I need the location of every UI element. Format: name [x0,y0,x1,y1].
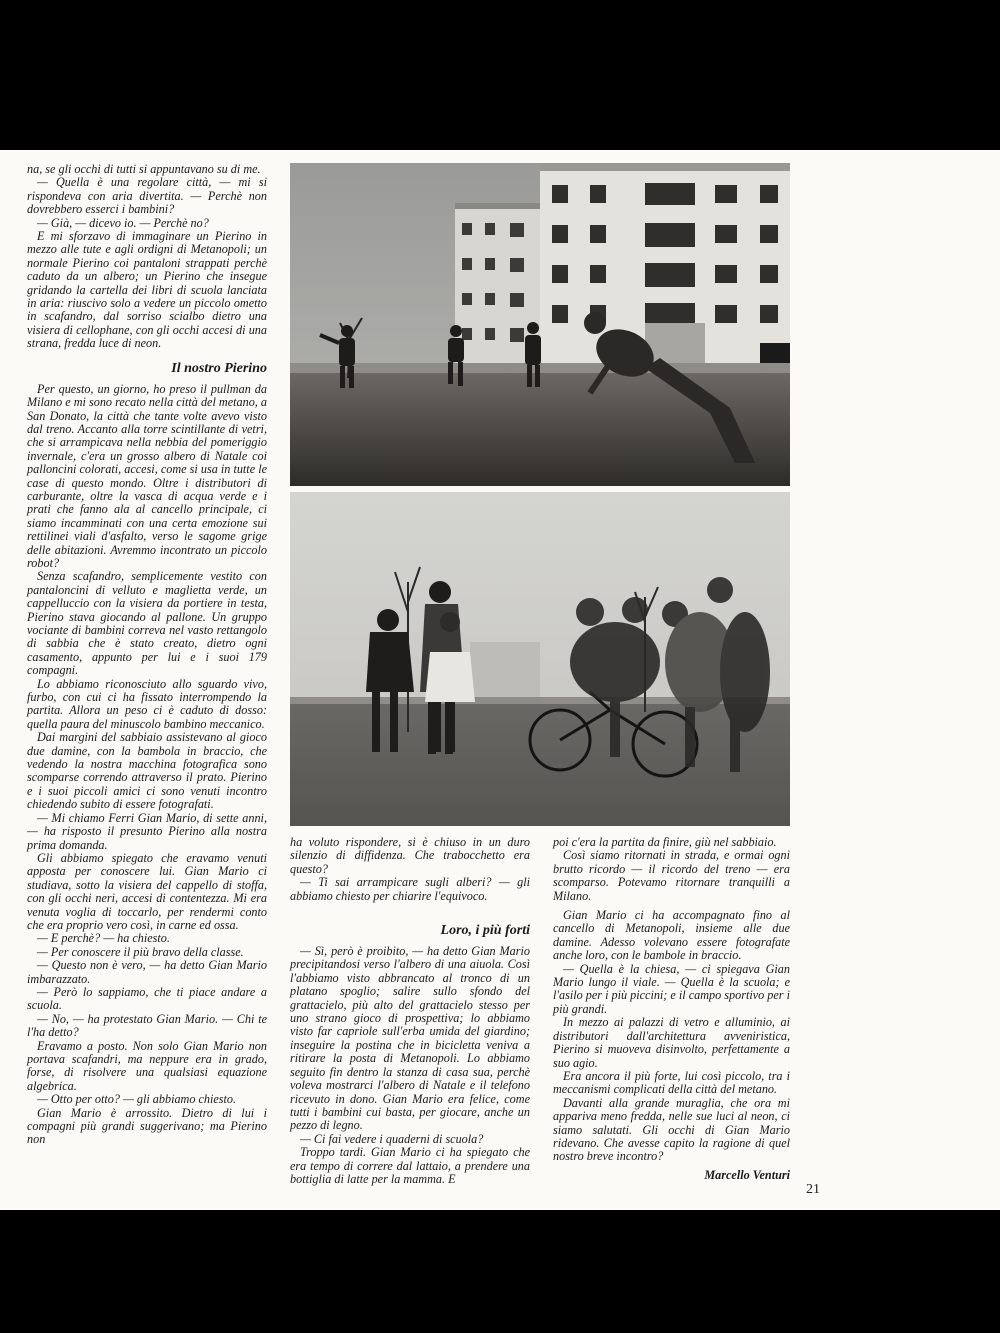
paragraph: — Già, — dicevo io. — Perchè no? [37,215,209,230]
paragraph: poi c'era la partita da finire, giù nel sabbiaio. [553,835,777,849]
column-2 [290,836,530,1186]
paragraph: — Ti sai arrampicare sugli alberi? — gli abbiamo chiesto per chiarire l'equivoco. [290,875,530,903]
paragraph: — Per conoscere il più bravo della classe. [37,944,244,959]
paragraph: — Ci fai vedere i quaderni di scuola? [300,1131,484,1146]
paragraph: Così siamo ritornati in strada, e ormai ogni brutto ricordo — il ricordo del treno — era scomparso. Potevamo ritornare tranquilli a Milano. [553,848,790,903]
author-signature: Marcello Venturi [704,1167,790,1182]
paragraph: — Otto per otto? — gli abbiamo chiesto. [37,1092,237,1107]
paragraph: Troppo tardi. Gian Mario ci ha spiegato che era tempo di correre dal lattaio, a prendere una bottiglia di latte per la mamma. E [290,1145,530,1186]
section-heading: Il nostro Pierino [171,360,267,376]
column-3 [553,836,790,1182]
paragraph: Senza scafandro, semplicemente vestito con pantaloncini di velluto e maglietta verde, un cappelluccio con la visiera da portiere in testa, Pierino stava giocando al pallone. Un gruppo vociante di bambini correva nel vasto rettangolo di sabbia che è stato creato, dietro ogni casamento, appunto per lui e i suoi 179 compagni. [27,569,267,678]
paragraph: Era ancora il più forte, lui così piccolo, tra i meccanismi complicati della città del metano. [553,1068,790,1097]
paragraph: Gli abbiamo spiegato che eravamo venuti apposta per conoscere lui. Gian Mario ci studiava, sotto la visiera del cappello di stoffa, con gli occhi neri, accesi di contentezza. Mi era venuta voglia di toccarlo, per rendermi conto che era proprio vero così, in carne ed ossa. [27,850,267,932]
magazine-page [0,150,1000,1210]
paragraph: Per questo, un giorno, ho preso il pullman da Milano e mi sono recato nella città del metano, a San Donato, la città che tante volte avevo visto dal treno. Accanto alla torre scintillante di vetri, che si arrampicava nella nebbia del pomeriggio invernale, c'era un grosso albero di Natale coi palloncini colorati, accesi, come si usa in tutte le case di questo mondo. Oltre i distributori di carburante, oltre la vasca di acqua verde e i prati che fanno ala al cancello principale, ci siamo incamminati con una certa emozione sui rettilinei viali d'asfalto, verso le sagome grige delle abitazioni. Avremmo incontrato un piccolo robot? [27,381,267,570]
paragraph: ha voluto rispondere, si è chiuso in un duro silenzio di diffidenza. Che trabocchetto era questo? [290,835,530,876]
paragraph: — Mi chiamo Ferri Gian Mario, di sette anni, — ha risposto il presunto Pierino alla nostra prima domanda. [27,810,267,852]
photo-children-with-bicycle [290,492,790,826]
paragraph: Lo abbiamo riconosciuto allo sguardo vivo, furbo, con cui ci ha fissato interrompendo la partita. Allora un peso ci è caduto di dosso: quella paura del minuscolo bambino meccanico. [27,676,267,731]
photo-boys-playing-football-image [290,163,790,486]
paragraph: — Quella è una regolare città, — mi si rispondeva con aria divertita. — Perchè non dovrebbero esserci i bambini? [27,175,267,217]
paragraph: Davanti alla grande muraglia, che ora mi appariva meno fredda, nelle sue luci al neon, ci siamo salutati. Gli occhi di Gian Mario ridevano. Che avesse capito la ragione di quel nostro breve incontro? [553,1095,790,1164]
paragraph: — Questo non è vero, — ha detto Gian Mario imbarazzato. [27,958,267,986]
section-heading: Loro, i più forti [440,923,530,939]
paragraph: na, se gli occhi di tutti si appuntavano su di me. [27,162,261,176]
paragraph: Eravamo a posto. Non solo Gian Mario non portava scafandri, ma neppure era in grado, forse, di risolvere una qualsiasi equazione algebrica. [27,1038,267,1093]
column-1 [27,163,267,1147]
paragraph: — Quella è la chiesa, — ci spiegava Gian Mario lungo il viale. — Quella è la scuola; e l'asilo per i più piccini; e il campo sportivo per i più grandi. [553,961,790,1016]
paragraph: — Però lo sappiamo, che ti piace andare a scuola. [27,984,267,1013]
paragraph: Dai margini del sabbiaio assistevano al gioco due damine, con la bambola in braccio, che vedendo la nostra macchina fotografica sono scomparse correndo attraverso il prato. Pierino e i suoi piccoli amici ci sono venuti incontro chiedendo subito di essere fotografati. [27,730,267,812]
paragraph: In mezzo ai palazzi di vetro e alluminio, ai distributori dall'architettura avveniristica, Pierino si muoveva disinvolto, perfettamente a suo agio. [553,1015,790,1070]
paragraph: Gian Mario ci ha accompagnato fino al cancello di Metanopoli, insieme alle due damine. Adesso volevano essere fotografate anche loro, con le bambole in braccio. [553,908,790,963]
paragraph: — Sì, però è proibito, — ha detto Gian Mario precipitandosi verso l'albero di una aiuola. Così l'abbiamo visto abbrancato al tronco di un platano spoglio; salire sullo sfondo del grattacielo, più alto del grattacielo stesso per uno strano gioco di prospettiva; lo abbiamo visto far capriole sull'erba umida del giardino; inseguire la postina che in bicicletta veniva a ritirare la posta di Metanopoli. Lo abbiamo seguito fin dentro la stanza di casa sua, perchè voleva mostrarci l'albero di Natale e il telefono ricevuto in dono. Gian Mario era felice, come tutti i bambini cui basta, per giocare, anche un pezzo di legno. [290,944,530,1133]
paragraph: — No, — ha protestato Gian Mario. — Chi te l'ha detto? [27,1011,267,1040]
page-number: 21 [806,1182,820,1197]
photo-boys-playing-football [290,163,790,486]
paragraph: Gian Mario è arrossito. Dietro di lui i compagni più grandi suggerivano; ma Pierino non [27,1105,267,1147]
photo-children-with-bicycle-image [290,492,790,826]
paragraph: E mi sforzavo di immaginare un Pierino in mezzo alle tute e agli ordigni di Metanopoli; un normale Pierino coi pantaloni strappati perchè caduto da un albero; un Pierino che insegue gridando la cartella dei libri di scuola lanciata in aria: riuscivo solo a vedere un piccolo ometto in scafandro, dal sorriso scialbo dietro una visiera di cellophane, con gli occhi accesi di una strana, fredda luce di neon. [27,229,267,351]
paragraph: — E perchè? — ha chiesto. [37,931,170,946]
